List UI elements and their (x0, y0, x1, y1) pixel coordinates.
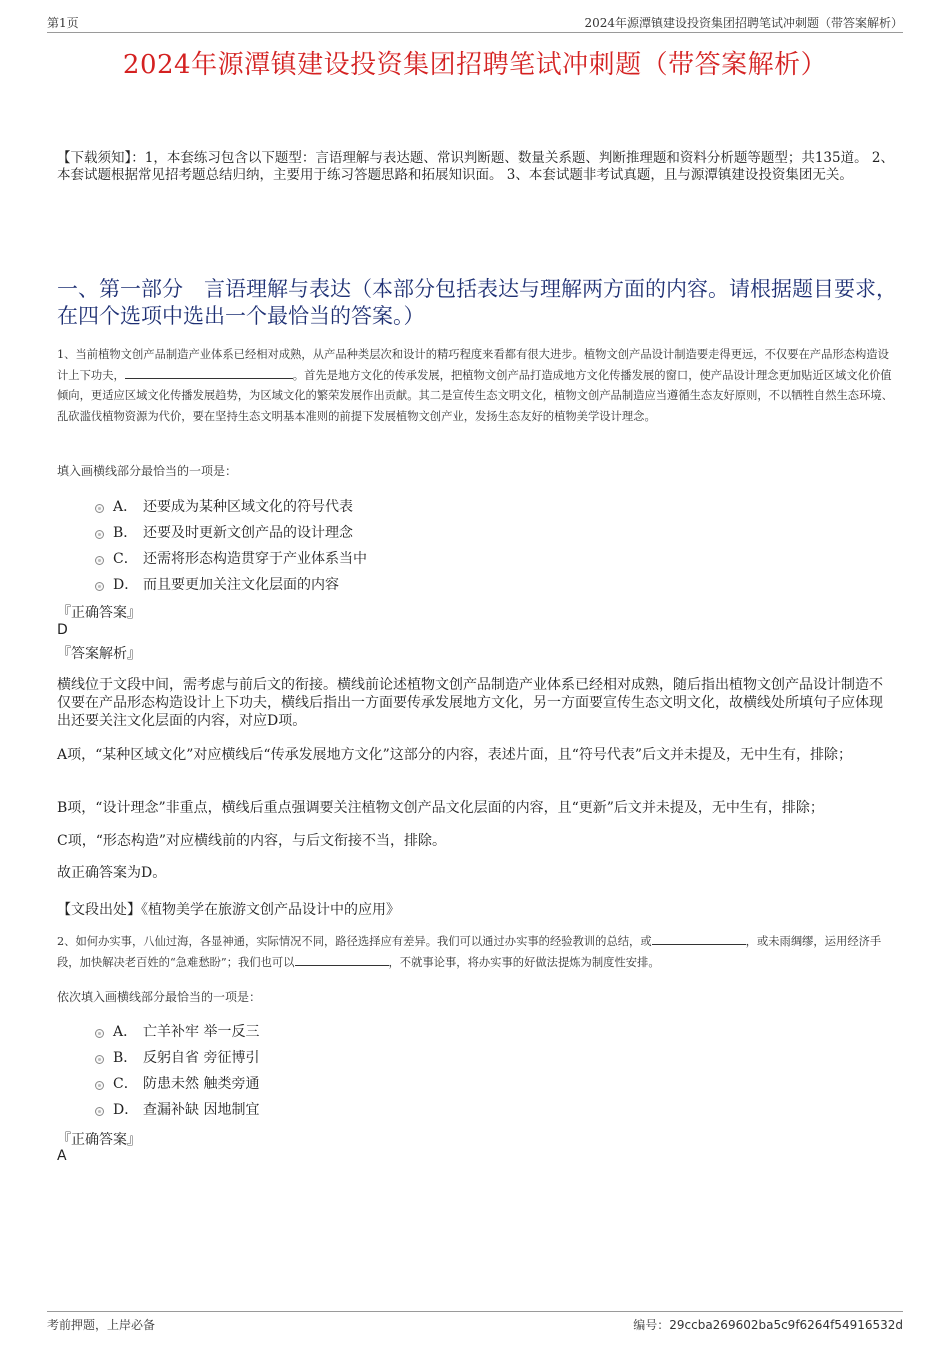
page-header (47, 12, 903, 33)
correct-answer-label: 『正确答案』 (57, 605, 141, 621)
analysis-paragraph: C项，“形态构造”对应横线前的内容，与后文衔接不当，排除。 (57, 833, 447, 849)
radio-icon[interactable] (95, 1029, 104, 1038)
option-a[interactable]: A． 亡羊补牢 举一反三 (95, 1018, 695, 1044)
correct-answer-value: A (57, 1148, 67, 1164)
radio-icon[interactable] (95, 530, 104, 539)
section-title: 一、第一部分 言语理解与表达（本部分包括表达与理解两方面的内容。请根据题目要求，在四个选项中选出一个最恰当的答案。） (57, 277, 897, 328)
answer-blank (652, 932, 746, 945)
radio-icon[interactable] (95, 1107, 104, 1116)
header-doc-title: 2024年源潭镇建设投资集团招聘笔试冲刺题（带答案解析） (584, 16, 903, 30)
question-2-text: 2、如何办实事，八仙过海，各显神通，实际情况不同，路径选择应有差异。我们可以通过办实事的经验教训的总结，或 ，或未雨绸缪，运用经济手段，加快解决老百姓的“急难愁盼”；我们也可以 ，不就事论事，将办实事的好做法提炼为制度性安排。 (57, 932, 893, 973)
download-notice: 【下载须知】：1，本套练习包含以下题型：言语理解与表达题、常识判断题、数量关系题、判断推理题和资料分析题等题型；共135道。 2、本套试题根据常见招考题总结归纳，主要用于练习答题思路和拓展知识面。 3、本套试题非考试真题，且与源潭镇建设投资集团无关。 (57, 150, 894, 183)
option-d[interactable]: D． 查漏补缺 因地制宜 (95, 1096, 695, 1122)
analysis-paragraph: B项，“设计理念”非重点，横线后重点强调要关注植物文创产品文化层面的内容，且“更新”后文并未提及，无中生有，排除； (57, 800, 824, 816)
page-title: 2024年源潭镇建设投资集团招聘笔试冲刺题（带答案解析） (122, 50, 828, 80)
answer-blank (125, 366, 293, 379)
question-2-lead: 依次填入画横线部分最恰当的一项是： (57, 990, 262, 1004)
question-2-options (95, 1018, 695, 1122)
question-1-options (95, 493, 695, 597)
answer-blank (295, 953, 389, 966)
radio-icon[interactable] (95, 1055, 104, 1064)
analysis-paragraph: 横线位于文段中间，需考虑与前后文的衔接。横线前论述植物文创产品制造产业体系已经相对成熟，随后指出植物文创产品设计制造不仅要在产品形态构造设计上下功夫，横线后指出一方面要传承发展地方文化，另一方面要宣传生态文明文化，故横线处所填句子应体现出还要关注文化层面的内容，对应D项。 (57, 677, 883, 729)
analysis-paragraph: 故正确答案为D。 (57, 865, 167, 881)
question-1-text: 1、当前植物文创产品制造产业体系已经相对成熟，从产品种类层次和设计的精巧程度来看都有很大进步。植物文创产品设计制造要走得更远，不仅要在产品形态构造设计上下功夫， 。首先是地方文化的传承发展，把植物文创产品打造成地方文化传播发展的窗口，使产品设计理念更加贴近区域文化价值倾向，更适应区域文化传播发展趋势，为区域文化的繁荣发展作出贡献。其二是宣传生态文明文化，植物文创产品制造应当遵循生态友好原则，不以牺牲自然生态环境、乱砍滥伐植物资源为代价，要在坚持生态文明基本准则的前提下发展植物文创产业，发扬生态友好的植物美学设计理念。 (57, 348, 893, 423)
radio-icon[interactable] (95, 1081, 104, 1090)
option-d[interactable]: D． 而且要更加关注文化层面的内容 (95, 571, 695, 597)
radio-icon[interactable] (95, 556, 104, 565)
option-b[interactable]: B． 反躬自省 旁征博引 (95, 1044, 695, 1070)
option-c[interactable]: C． 还需将形态构造贯穿于产业体系当中 (95, 545, 695, 571)
question-1-lead: 填入画横线部分最恰当的一项是： (57, 464, 238, 478)
footer-code: 编号：29ccba269602ba5c9f6264f54916532d (633, 1318, 903, 1332)
option-b[interactable]: B． 还要及时更新文创产品的设计理念 (95, 519, 695, 545)
correct-answer-value: D (57, 622, 68, 638)
radio-icon[interactable] (95, 582, 104, 591)
option-a[interactable]: A． 还要成为某种区域文化的符号代表 (95, 493, 695, 519)
footer-slogan: 考前押题，上岸必备 (47, 1318, 156, 1332)
page-number: 第1页 (47, 16, 79, 30)
page-footer (47, 1311, 903, 1332)
radio-icon[interactable] (95, 504, 104, 513)
option-c[interactable]: C． 防患未然 触类旁通 (95, 1070, 695, 1096)
passage-source: 【文段出处】《植物美学在旅游文创产品设计中的应用》 (57, 902, 400, 918)
correct-answer-label: 『正确答案』 (57, 1132, 141, 1148)
analysis-label: 『答案解析』 (57, 646, 141, 662)
analysis-paragraph: A项，“某种区域文化”对应横线后“传承发展地方文化”这部分的内容，表述片面，且“符号代表”后文并未提及，无中生有，排除； (57, 747, 853, 763)
